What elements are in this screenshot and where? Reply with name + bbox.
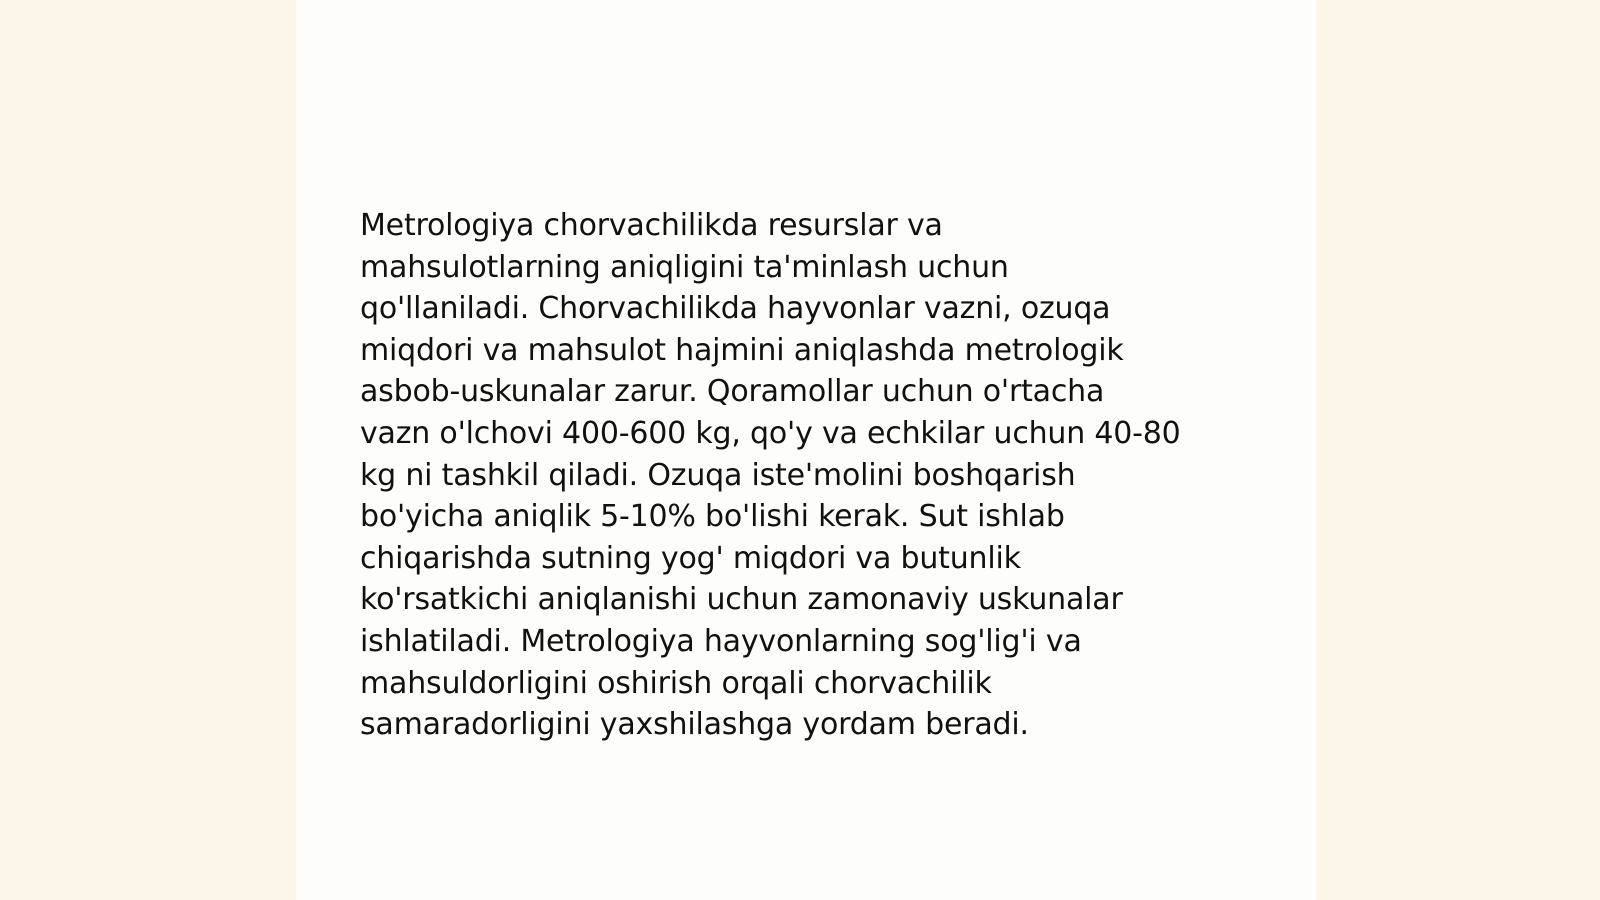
slide-canvas bbox=[296, 0, 1316, 900]
slide-body-text: Metrologiya chorvachilikda resurslar va mahsulotlarning aniqligini ta'minlash uchun qo'llaniladi. Chorvachilikda hayvonlar vazni, ozuqa miqdori va mahsulot hajmini aniqlashda metrologik asbob-uskunalar zarur. Qoramollar uchun o'rtacha vazn o'lchovi 400-600 kg, qo'y va echkilar uchun 40-80 kg ni tashkil qiladi. Ozuqa iste'molini boshqarish bo'yicha aniqlik 5-10% bo'lishi kerak. Sut ishlab chiqarishda sutning yog' miqdori va butunlik ko'rsatkichi aniqlanishi uchun zamonaviy uskunalar ishlatiladi. Metrologiya hayvonlarning sog'lig'i va mahsuldorligini oshirish orqali chorvachilik samaradorligini yaxshilashga yordam beradi. bbox=[360, 208, 1181, 743]
